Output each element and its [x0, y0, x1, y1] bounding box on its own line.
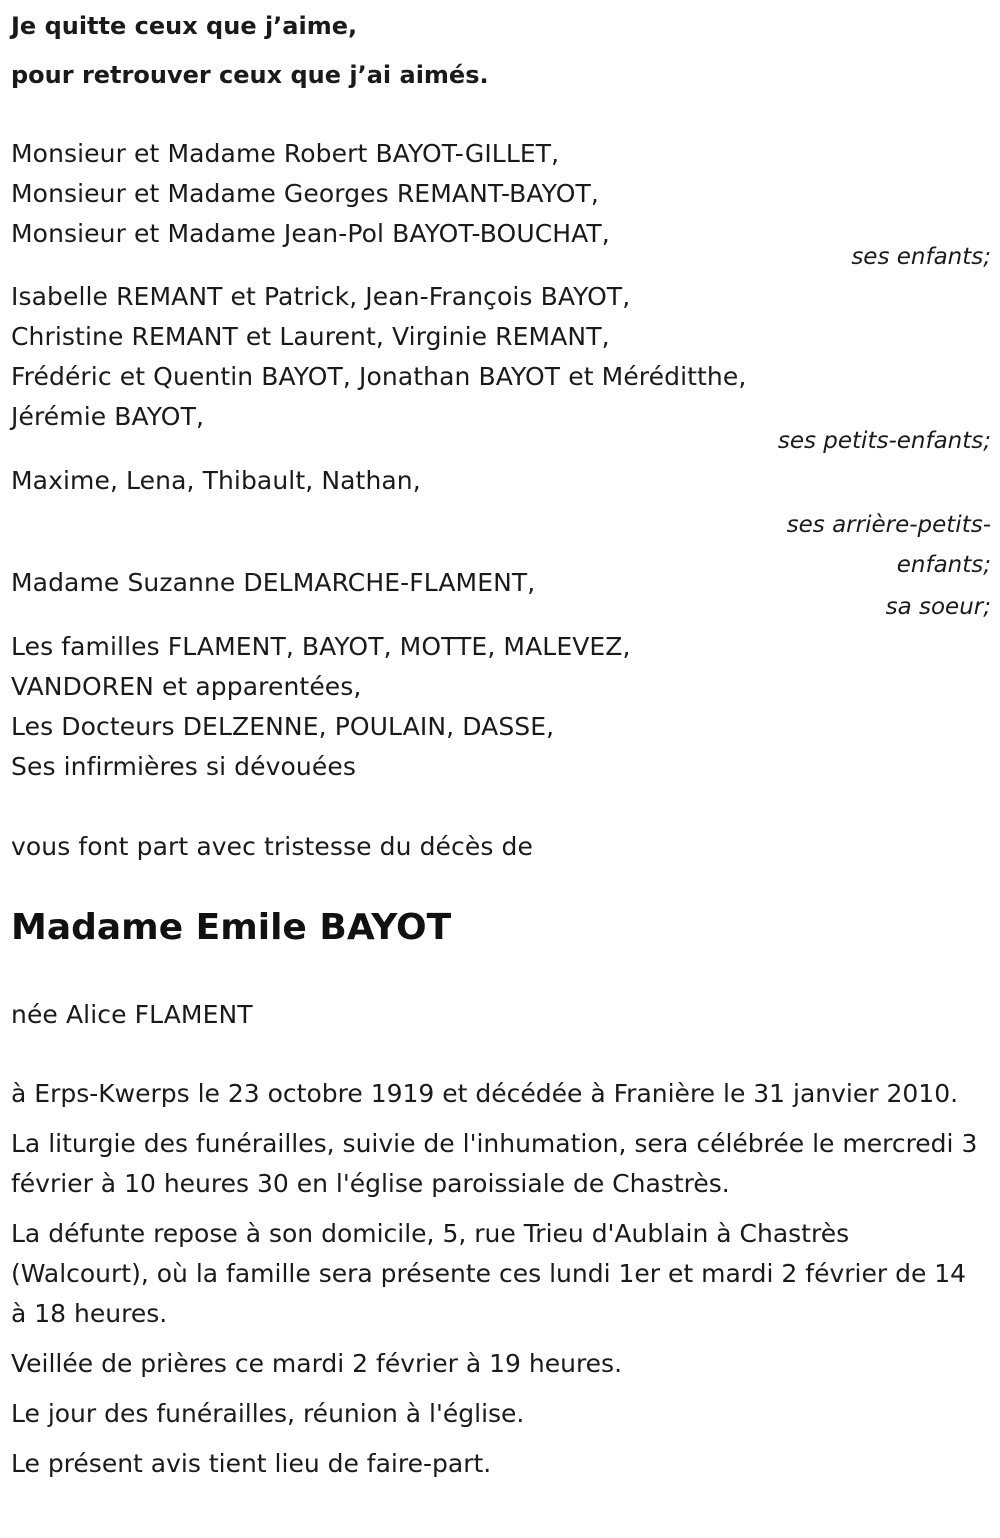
born-as: née Alice FLAMENT	[11, 1000, 253, 1029]
grandchildren-block	[11, 277, 991, 461]
sister-line: Madame Suzanne DELMARCHE-FLAMENT,	[11, 568, 536, 597]
details-block	[11, 1074, 986, 1484]
relation-children: ses enfants;	[851, 244, 991, 270]
repose-paragraph: La défunte repose à son domicile, 5, rue Trieu d'Aublain à Chastrès (Walcourt), où la famille sera présente ces lundi 1er et mardi 2 février de 14 à 18 heures.	[11, 1219, 967, 1328]
sister-block	[11, 563, 991, 627]
great-grandchild-line: Maxime, Lena, Thibault, Nathan,	[11, 466, 421, 495]
grandchild-line: Christine REMANT et Laurent, Virginie REMANT,	[11, 322, 610, 351]
deceased-name: Madame Emile BAYOT	[11, 907, 452, 948]
meeting-paragraph: Le jour des funérailles, réunion à l'église.	[11, 1399, 525, 1428]
child-line: Monsieur et Madame Jean-Pol BAYOT-BOUCHAT,	[11, 219, 610, 248]
quote-line-2: pour retrouver ceux que j’ai aimés.	[11, 61, 489, 89]
grandchild-line: Jérémie BAYOT,	[11, 402, 205, 431]
notice-paragraph: Le présent avis tient lieu de faire-part.	[11, 1449, 492, 1478]
vigil-paragraph: Veillée de prières ce mardi 2 février à 19 heures.	[11, 1349, 623, 1378]
grandchild-line: Frédéric et Quentin BAYOT, Jonathan BAYOT et Méréditthe,	[11, 362, 747, 391]
others-block	[11, 627, 991, 787]
child-line: Monsieur et Madame Georges REMANT-BAYOT,	[11, 179, 599, 208]
children-block	[11, 134, 991, 277]
others-line: Les Docteurs DELZENNE, POULAIN, DASSE,	[11, 712, 555, 741]
announcement: vous font part avec tristesse du décès de	[11, 832, 533, 861]
child-line: Monsieur et Madame Robert BAYOT-GILLET,	[11, 139, 560, 168]
relation-great-grandchildren-2: enfants;	[896, 552, 991, 578]
others-line: Les familles FLAMENT, BAYOT, MOTTE, MALEVEZ,	[11, 632, 631, 661]
quote-line-1: Je quitte ceux que j’aime,	[11, 12, 358, 40]
quote	[11, 6, 991, 95]
others-line: VANDOREN et apparentées,	[11, 672, 362, 701]
relation-sister: sa soeur;	[885, 594, 991, 620]
relation-grandchildren: ses petits-enfants;	[777, 428, 991, 454]
birth-death-paragraph: à Erps-Kwerps le 23 octobre 1919 et décédée à Franière le 31 janvier 2010.	[11, 1079, 959, 1108]
funeral-paragraph: La liturgie des funérailles, suivie de l'inhumation, sera célébrée le mercredi 3 février à 10 heures 30 en l'église paroissiale de Chastrès.	[11, 1129, 978, 1198]
relation-great-grandchildren-1: ses arrière-petits-	[786, 512, 991, 538]
others-line: Ses infirmières si dévouées	[11, 752, 356, 781]
grandchild-line: Isabelle REMANT et Patrick, Jean-François BAYOT,	[11, 282, 631, 311]
